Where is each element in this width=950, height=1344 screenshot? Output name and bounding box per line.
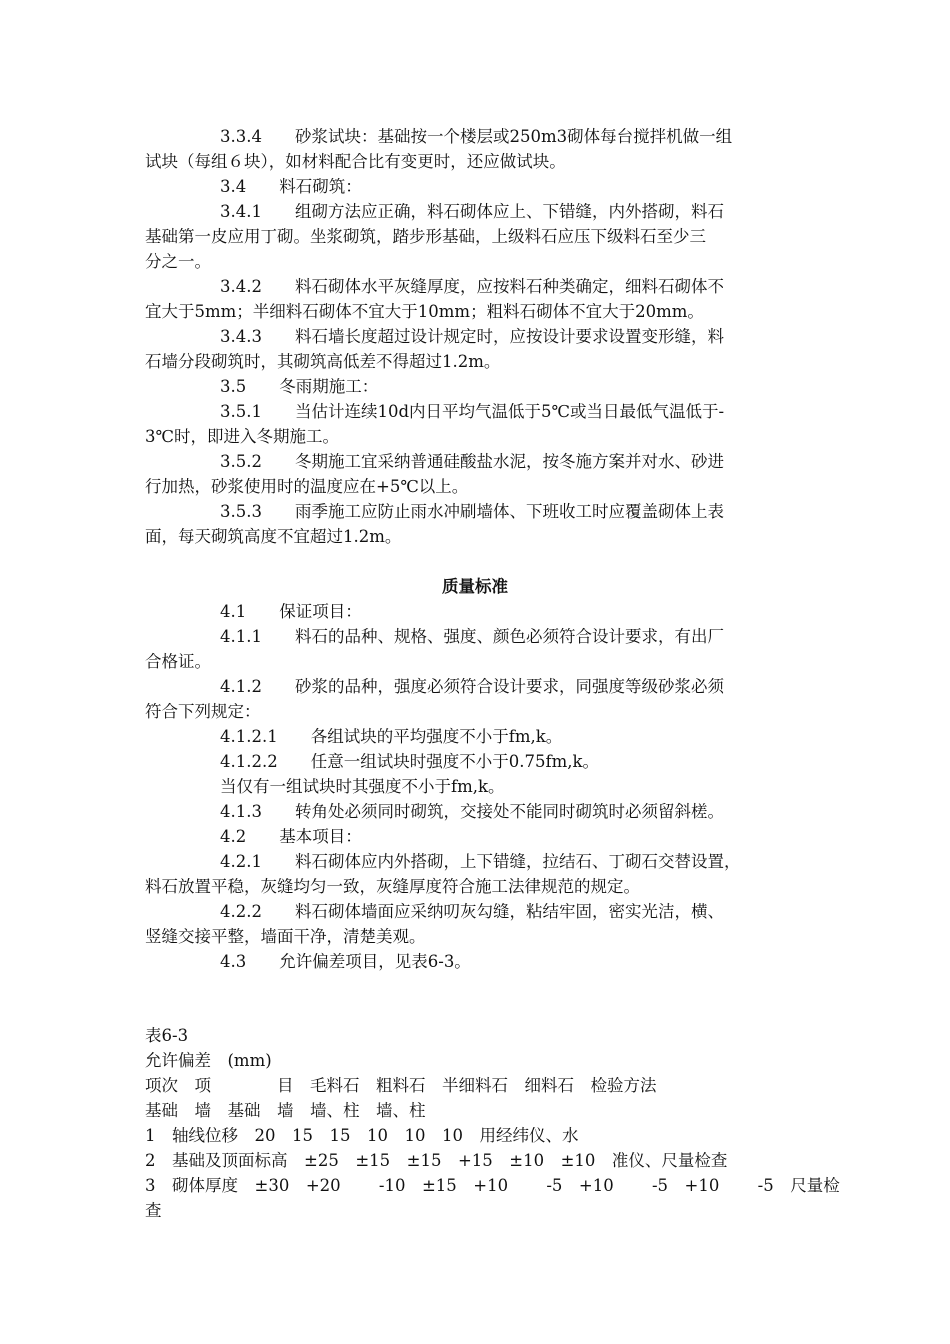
para-4-1-3: 4.1.3 转角处必须同时砌筑，交接处不能同时砌筑时必须留斜槎。 bbox=[220, 802, 724, 821]
para-4-2-2-line-2: 竖缝交接平整，墙面干净，清楚美观。 bbox=[145, 927, 426, 946]
heading-4-2: 4.2 基本项目： bbox=[220, 827, 362, 846]
heading-4-1: 4.1 保证项目： bbox=[220, 602, 362, 621]
para-4-2-1-line-2: 料石放置平稳，灰缝均匀一致，灰缝厚度符合施工法律规范的规定。 bbox=[145, 877, 640, 896]
para-4-2-2-line-1: 4.2.2 料石砌体墙面应采纳叨灰勾缝，粘结牢固，密实光洁，横、 bbox=[220, 902, 724, 921]
para-3-5-2-line-2: 行加热，砂浆使用时的温度应在+5℃以上。 bbox=[145, 477, 469, 496]
table-row-3-line-2: 查 bbox=[145, 1201, 162, 1220]
table-row-1: 1 轴线位移 20 15 15 10 10 10 用经纬仪、水 bbox=[145, 1126, 579, 1145]
para-4-2-1-line-1: 4.2.1 料石砌体应内外搭砌，上下错缝，拉结石、丁砌石交替设置， bbox=[220, 852, 741, 871]
section-title-quality-standard: 质量标准 bbox=[442, 577, 508, 596]
para-3-5-3-line-1: 3.5.3 雨季施工应防止雨水冲刷墙体、下班收工时应覆盖砌体上表 bbox=[220, 502, 724, 521]
para-3-5-2-line-1: 3.5.2 冬期施工宜采纳普通硅酸盐水泥，按冬施方案并对水、砂进 bbox=[220, 452, 724, 471]
para-4-1-1-line-1: 4.1.1 料石的品种、规格、强度、颜色必须符合设计要求，有出厂 bbox=[220, 627, 724, 646]
table-row-2: 2 基础及顶面标高 ±25 ±15 ±15 +15 ±10 ±10 准仪、尺量检查 bbox=[145, 1151, 728, 1170]
para-4-1-2-line-1: 4.1.2 砂浆的品种，强度必须符合设计要求，同强度等级砂浆必须 bbox=[220, 677, 724, 696]
para-3-4-2-line-1: 3.4.2 料石砌体水平灰缝厚度，应按料石种类确定，细料石砌体不 bbox=[220, 277, 724, 296]
para-3-4-3-line-1: 3.4.3 料石墙长度超过设计规定时，应按设计要求设置变形缝，料 bbox=[220, 327, 724, 346]
para-3-5-3-line-2: 面，每天砌筑高度不宜超过1.2m。 bbox=[145, 527, 402, 546]
para-3-4-3-line-2: 石墙分段砌筑时，其砌筑高低差不得超过1.2m。 bbox=[145, 352, 501, 371]
table-sub-header-row: 基础 墙 基础 墙 墙、柱 墙、柱 bbox=[145, 1101, 426, 1120]
para-3-3-4-line-2: 试块（每组６块），如材料配合比有变更时，还应做试块。 bbox=[145, 152, 566, 171]
para-4-1-2-1: 4.1.2.1 各组试块的平均强度不小于fm,k。 bbox=[220, 727, 563, 746]
para-4-1-1-line-2: 合格证。 bbox=[145, 652, 211, 671]
para-4-1-2-line-2: 符合下列规定： bbox=[145, 702, 261, 721]
para-4-1-2-note: 当仅有一组试块时其强度不小于fm,k。 bbox=[220, 777, 505, 796]
table-subtitle: 允许偏差 (mm) bbox=[145, 1051, 272, 1070]
para-3-4-1-line-1: 3.4.1 组砌方法应正确，料石砌体应上、下错缝，内外搭砌，料石 bbox=[220, 202, 724, 221]
table-caption: 表6-3 bbox=[145, 1026, 189, 1045]
heading-3-4: 3.4 料石砌筑： bbox=[220, 177, 362, 196]
para-3-4-2-line-2: 宜大于5mm；半细料石砌体不宜大于10mm；粗料石砌体不宜大于20mm。 bbox=[145, 302, 704, 321]
para-3-5-1-line-2: 3℃时，即进入冬期施工。 bbox=[145, 427, 339, 446]
para-4-3: 4.3 允许偏差项目，见表6-3。 bbox=[220, 952, 471, 971]
heading-3-5: 3.5 冬雨期施工： bbox=[220, 377, 379, 396]
table-row-3-line-1: 3 砌体厚度 ±30 +20 -10 ±15 +10 -5 +10 -5 +10 -5 尺量检 bbox=[145, 1176, 840, 1195]
para-3-4-1-line-2: 基础第一皮应用丁砌。坐浆砌筑，踏步形基础，上级料石应压下级料石至少三 bbox=[145, 227, 706, 246]
para-4-1-2-2: 4.1.2.2 任意一组试块时强度不小于0.75fm,k。 bbox=[220, 752, 599, 771]
para-3-4-1-line-3: 分之一。 bbox=[145, 252, 211, 271]
table-header-row: 项次 项 目 毛料石 粗料石 半细料石 细料石 检验方法 bbox=[145, 1076, 657, 1095]
para-3-5-1-line-1: 3.5.1 当估计连续10d内日平均气温低于5℃或当日最低气温低于- bbox=[220, 402, 725, 421]
para-3-3-4-line-1: 3.3.4 砂浆试块：基础按一个楼层或250m3砌体每台搅拌机做一组 bbox=[220, 127, 733, 146]
